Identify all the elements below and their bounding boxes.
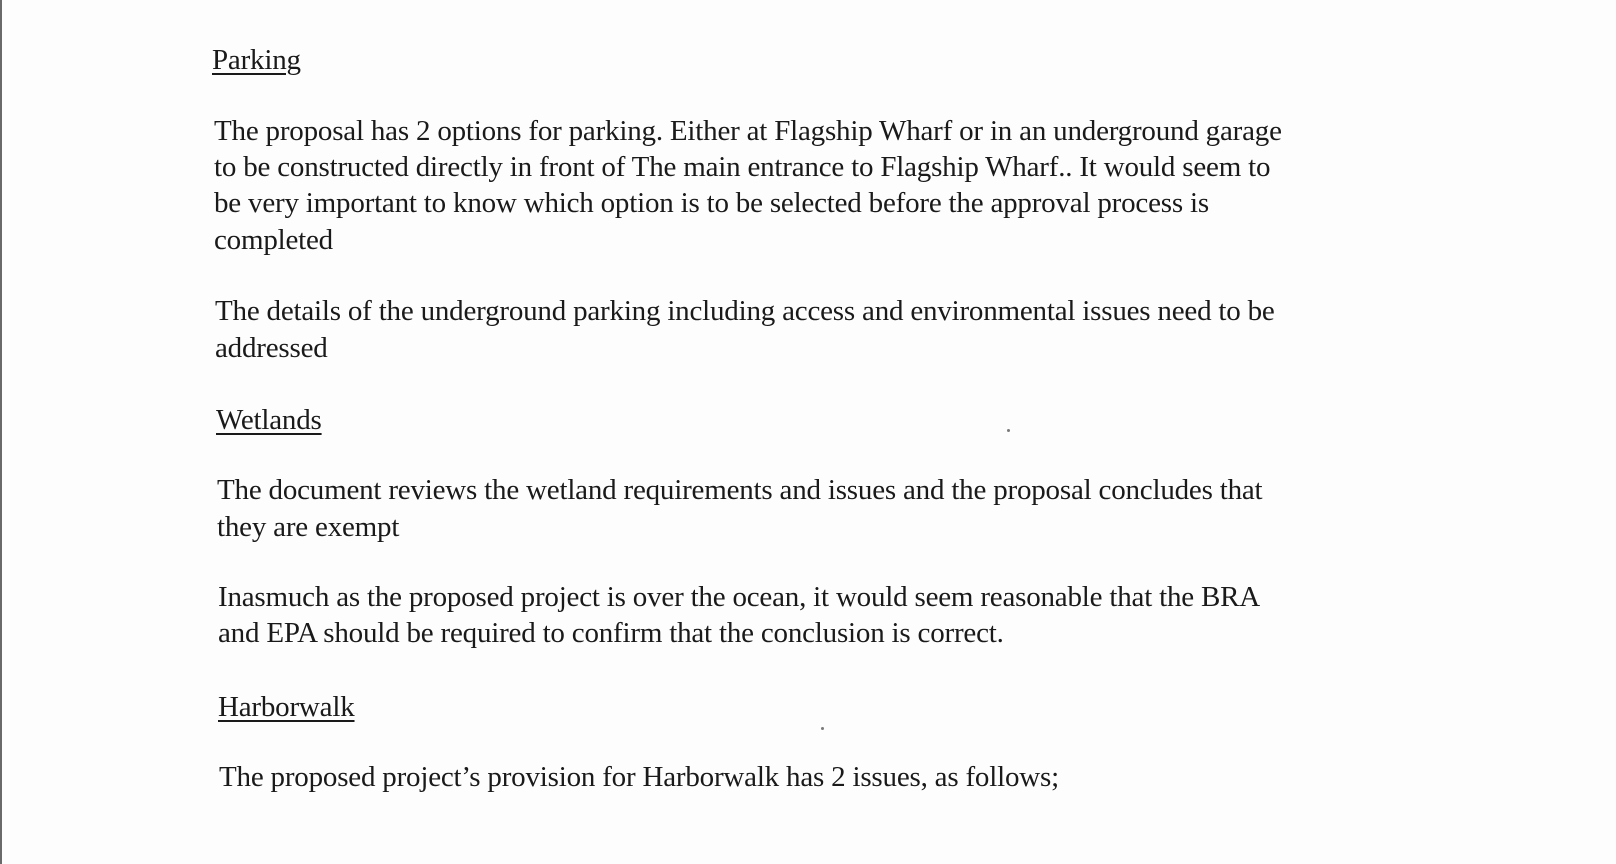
scan-speck	[1007, 429, 1010, 432]
paragraph-line: they are exempt	[217, 511, 400, 543]
section-heading-harborwalk: Harborwalk	[218, 691, 355, 723]
paragraph-line: addressed	[215, 332, 328, 364]
paragraph-line: to be constructed directly in front of The main entrance to Flagship Wharf.. It would seem to	[214, 151, 1271, 183]
paragraph-line: The details of the underground parking including access and environmental issues need to be	[215, 295, 1275, 327]
scan-speck	[821, 727, 824, 730]
section-heading-parking: Parking	[212, 44, 301, 76]
paragraph-line: Inasmuch as the proposed project is over the ocean, it would seem reasonable that the BRA	[218, 581, 1261, 613]
paragraph-line: be very important to know which option is to be selected before the approval process is	[214, 187, 1209, 219]
paragraph-line: completed	[214, 224, 333, 256]
paragraph-line: and EPA should be required to confirm that the conclusion is correct.	[218, 617, 1004, 649]
paragraph-line: The proposed project’s provision for Harborwalk has 2 issues, as follows;	[219, 761, 1059, 793]
paragraph-line: The document reviews the wetland requirements and issues and the proposal concludes that	[217, 474, 1263, 506]
section-heading-wetlands: Wetlands	[216, 404, 322, 436]
paragraph-line: The proposal has 2 options for parking. Either at Flagship Wharf or in an underground garage	[214, 115, 1282, 147]
